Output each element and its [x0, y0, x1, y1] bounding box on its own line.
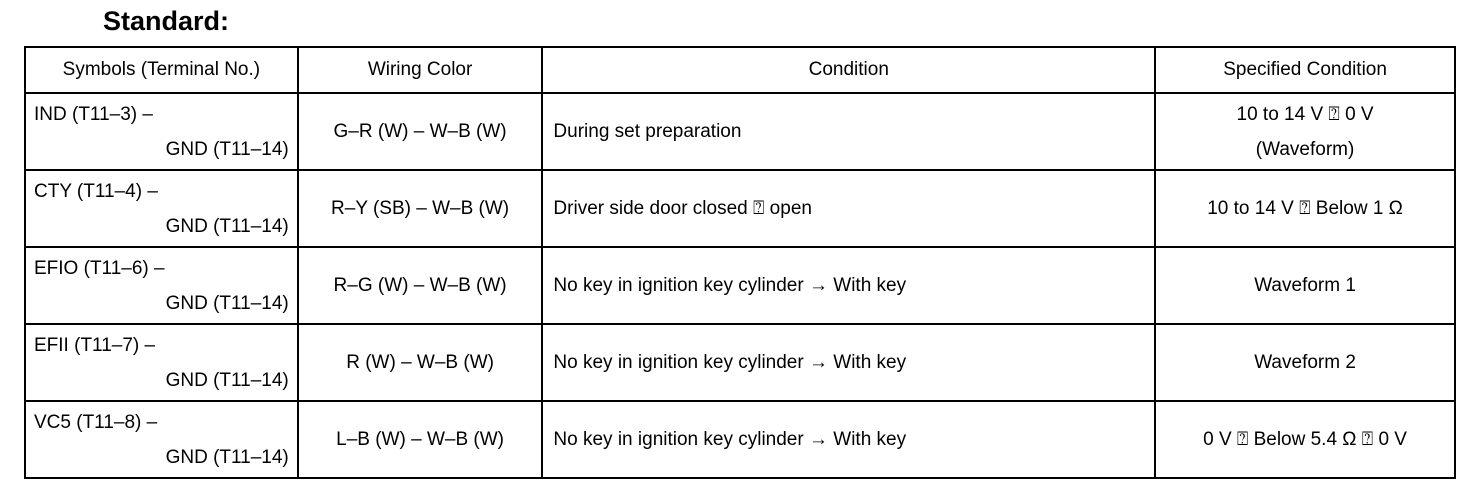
symbol-cell	[25, 401, 298, 478]
header-wiring-color: Wiring Color	[298, 47, 543, 93]
condition-cell: No key in ignition key cylinder → With key	[542, 247, 1155, 324]
table-row	[25, 93, 1455, 170]
condition-cell: No key in ignition key cylinder → With key	[542, 324, 1155, 401]
spec-value: 10 to 14 V ⍰ 0 V	[1236, 103, 1374, 125]
condition-cell: Driver side door closed ⍰ open	[542, 170, 1155, 247]
wiring-color-cell: R (W) – W–B (W)	[298, 324, 543, 401]
symbol-terminal: EFII (T11–7) –	[34, 334, 156, 356]
section-heading: Standard:	[103, 6, 230, 36]
symbol-cell	[25, 324, 298, 401]
table-row	[25, 247, 1455, 324]
symbol-ground: GND (T11–14)	[165, 446, 289, 468]
wiring-color-cell: L–B (W) – W–B (W)	[298, 401, 543, 478]
specified-condition-cell	[1155, 170, 1455, 247]
symbol-cell	[25, 170, 298, 247]
specified-condition-cell	[1155, 401, 1455, 478]
specified-condition-cell	[1155, 324, 1455, 401]
table-row	[25, 401, 1455, 478]
standard-spec-table	[24, 46, 1456, 479]
symbol-terminal: IND (T11–3) –	[34, 103, 153, 125]
symbol-ground: GND (T11–14)	[165, 292, 289, 314]
spec-value: Waveform 2	[1254, 352, 1356, 373]
symbol-ground: GND (T11–14)	[165, 215, 289, 237]
table-row	[25, 170, 1455, 247]
header-condition: Condition	[542, 47, 1155, 93]
specified-condition-cell	[1155, 93, 1455, 170]
symbol-ground: GND (T11–14)	[165, 138, 289, 160]
symbol-cell	[25, 247, 298, 324]
spec-note: (Waveform)	[1255, 138, 1355, 160]
wiring-color-cell: G–R (W) – W–B (W)	[298, 93, 543, 170]
table-row	[25, 324, 1455, 401]
spec-value: 10 to 14 V ⍰ Below 1 Ω	[1207, 198, 1403, 219]
wiring-color-cell: R–G (W) – W–B (W)	[298, 247, 543, 324]
table-header-row	[25, 47, 1455, 93]
symbol-terminal: CTY (T11–4) –	[34, 180, 158, 202]
symbol-ground: GND (T11–14)	[165, 369, 289, 391]
header-symbols: Symbols (Terminal No.)	[25, 47, 298, 93]
specified-condition-cell	[1155, 247, 1455, 324]
symbol-terminal: EFIO (T11–6) –	[34, 257, 165, 279]
spec-value: 0 V ⍰ Below 5.4 Ω ⍰ 0 V	[1203, 429, 1407, 450]
symbol-terminal: VC5 (T11–8) –	[34, 411, 158, 433]
condition-cell: During set preparation	[542, 93, 1155, 170]
condition-cell: No key in ignition key cylinder → With key	[542, 401, 1155, 478]
spec-value: Waveform 1	[1254, 275, 1356, 296]
wiring-color-cell: R–Y (SB) – W–B (W)	[298, 170, 543, 247]
header-specified-condition: Specified Condition	[1155, 47, 1455, 93]
symbol-cell	[25, 93, 298, 170]
